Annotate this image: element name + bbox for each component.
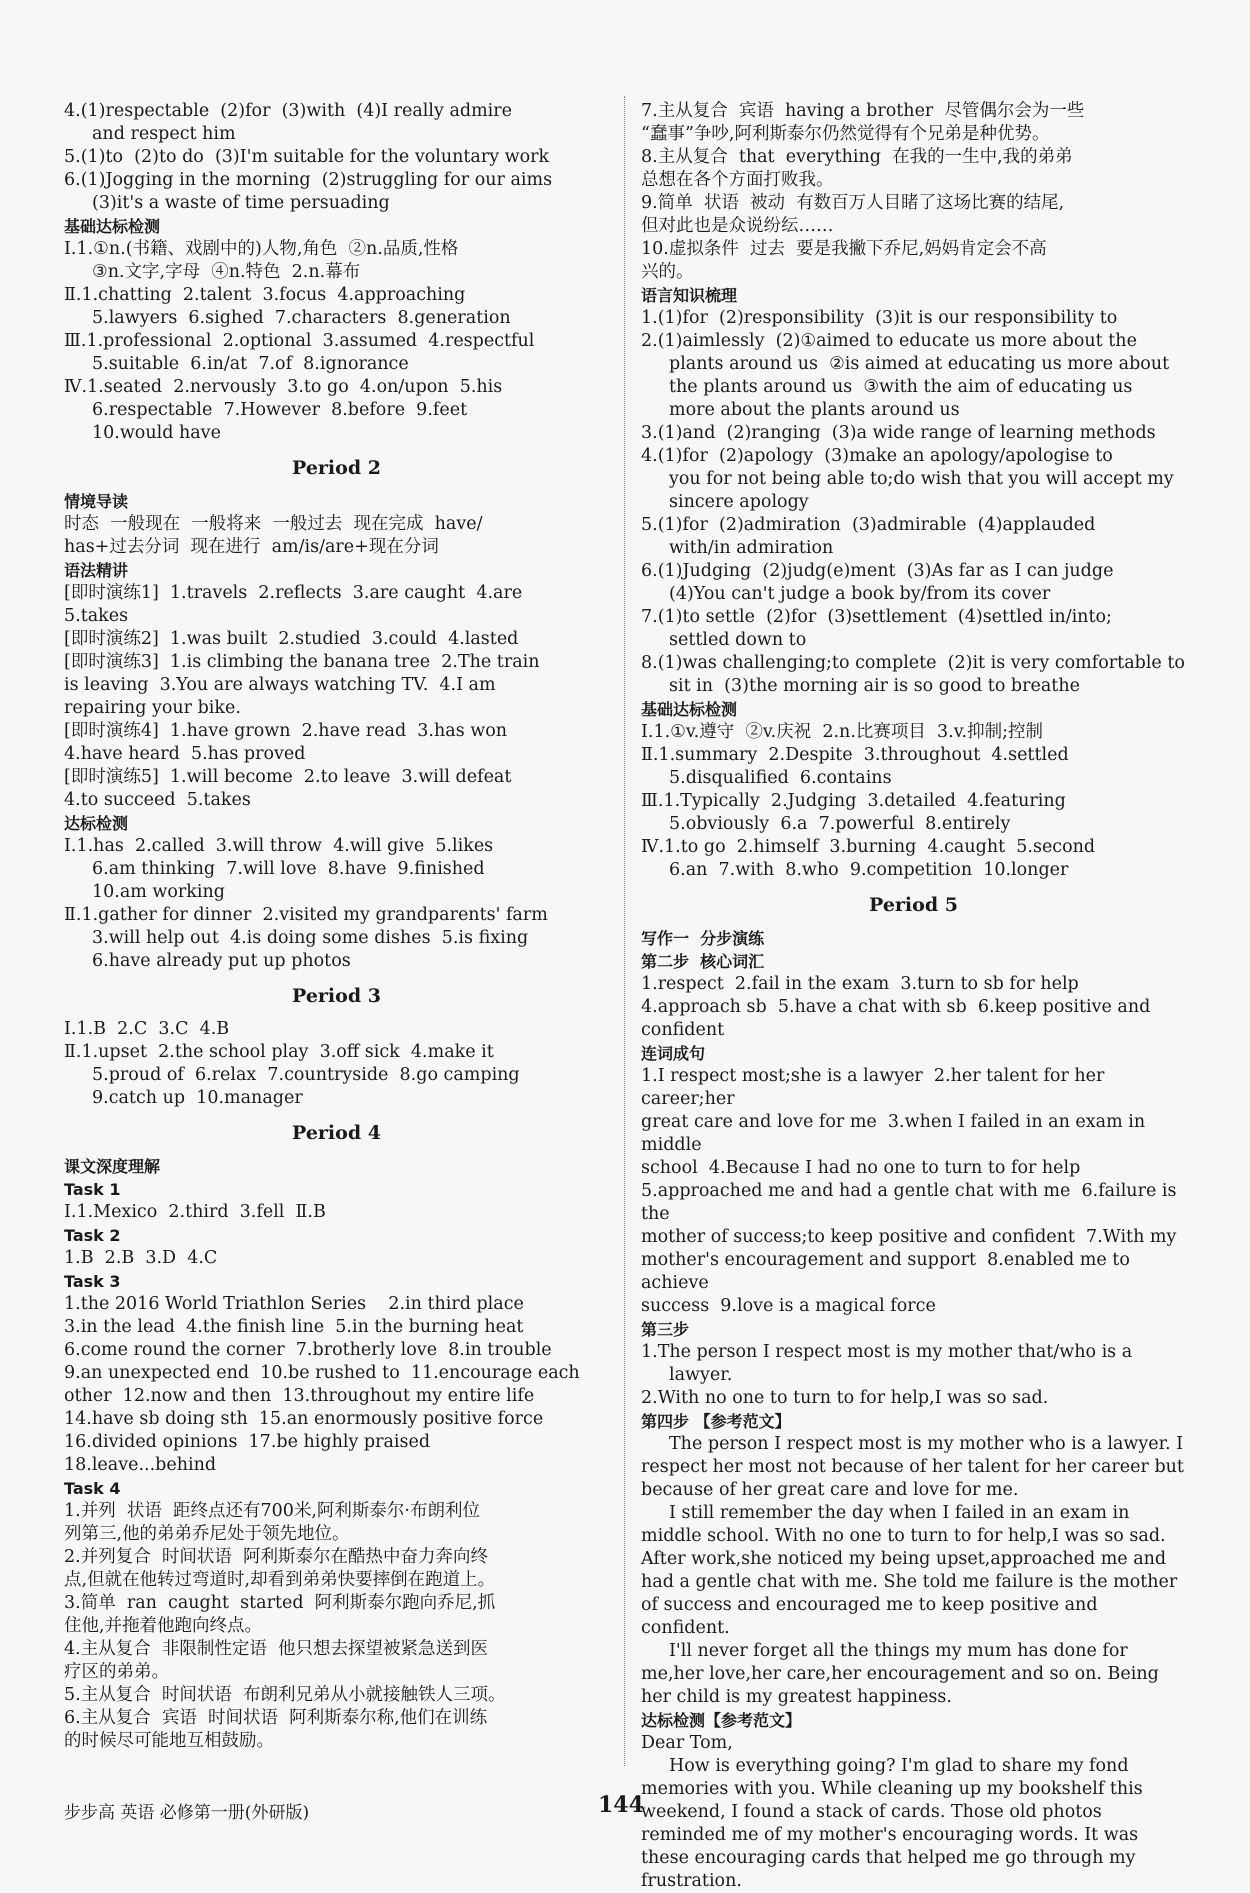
answer-line: has+过去分词 现在进行 am/is/are+现在分词 (64, 537, 439, 557)
answer-line: 3.(1)and (2)ranging (3)a wide range of learning methods (641, 423, 1156, 443)
subsection-heading: Task 4 (64, 1479, 121, 1498)
answer-line: ③n.文字,字母 ④n.特色 2.n.幕布 (92, 262, 361, 282)
subsection-heading: 写作一 分步演练 (641, 929, 765, 948)
answer-line: 2.With no one to turn to for help,I was so sad. (641, 1388, 1049, 1408)
answer-line: 4.have heard 5.has proved (64, 744, 306, 764)
answer-line: is leaving 3.You are always watching TV. 4.I am (64, 675, 496, 695)
answer-line: 3.in the lead 4.the finish line 5.in the burning heat (64, 1317, 524, 1337)
answer-line: 6.an 7.with 8.who 9.competition 10.longer (669, 860, 1069, 880)
answer-line: 总想在各个方面打败我。 (641, 170, 834, 190)
section-heading: Period 4 (292, 1122, 381, 1144)
answer-line: with/in admiration (669, 538, 834, 558)
answer-line: 5.approached me and had a gentle chat with me 6.failure is the (641, 1181, 1183, 1224)
answer-line: 7.主从复合 宾语 having a brother 尽管偶尔会为一些 (641, 101, 1085, 121)
subsection-heading: Task 3 (64, 1272, 121, 1291)
answer-line: school 4.Because I had no one to turn to for help (641, 1158, 1081, 1178)
answer-line: repairing your bike. (64, 698, 241, 718)
answer-line: plants around us ②is aimed at educating us more about (669, 354, 1170, 374)
answer-line: 5.(1)for (2)admiration (3)admirable (4)applauded (641, 515, 1096, 535)
subsection-heading: 情境导读 (64, 492, 129, 511)
answer-line: 7.(1)to settle (2)for (3)settlement (4)settled in/into; (641, 607, 1112, 627)
answer-line: [即时演练4] 1.have grown 2.have read 3.has won (64, 721, 508, 741)
answer-line: How is everything going? I'm glad to share my fond memories with you. While cleaning up my bookshelf this weekend, I found a stack of cards. Those old photos reminded me of my mother's encouraging words. It was these encouraging cards that helped me go through my frustration. (641, 1756, 1149, 1891)
answer-line: 9.简单 状语 被动 有数百万人目睹了这场比赛的结尾, (641, 193, 1065, 213)
answer-line: confident (641, 1020, 725, 1040)
answer-line: 1.并列 状语 距终点还有700米,阿利斯泰尔·布朗利位 (64, 1501, 480, 1521)
answer-line: [即时演练5] 1.will become 2.to leave 3.will defeat (64, 767, 512, 787)
subsection-heading: 语法精讲 (64, 561, 129, 580)
answer-line: 4.approach sb 5.have a chat with sb 6.keep positive and (641, 997, 1151, 1017)
answer-line: 4.(1)respectable (2)for (3)with (4)I really admire (64, 101, 512, 121)
answer-line: Ⅰ.1.①n.(书籍、戏剧中的)人物,角色 ②n.品质,性格 (64, 239, 459, 259)
answer-line: The person I respect most is my mother who is a lawyer. I respect her most not because of her talent for her career but because of her great care and love for me. (641, 1434, 1190, 1500)
answer-line: 8.主从复合 that everything 在我的一生中,我的弟弟 (641, 147, 1073, 167)
section-heading: Period 5 (869, 894, 958, 916)
answer-line: Ⅰ.1.has 2.called 3.will throw 4.will give 5.likes (64, 836, 494, 856)
answer-line: 18.leave...behind (64, 1455, 217, 1475)
answer-line: 点,但就在他转过弯道时,却看到弟弟快要摔倒在跑道上。 (64, 1570, 496, 1590)
answer-line: 5.suitable 6.in/at 7.of 8.ignorance (92, 354, 409, 374)
subsection-heading: 连词成句 (641, 1044, 706, 1063)
page-number: 144 (598, 1792, 644, 1818)
answer-line: 4.(1)for (2)apology (3)make an apology/apologise to (641, 446, 1113, 466)
answer-line: 但对此也是众说纷纭…… (641, 216, 834, 236)
answer-line: 6.respectable 7.However 8.before 9.feet (92, 400, 468, 420)
answer-line: great care and love for me 3.when I failed in an exam in middle (641, 1112, 1151, 1155)
right-column (641, 100, 1190, 1893)
answer-line: Ⅲ.1.professional 2.optional 3.assumed 4.respectful (64, 331, 535, 351)
subsection-heading: Task 1 (64, 1180, 121, 1199)
answer-line: (4)You can't judge a book by/from its cover (669, 584, 1051, 604)
answer-line: [即时演练3] 1.is climbing the banana tree 2.The train (64, 652, 540, 672)
answer-line: 5.proud of 6.relax 7.countryside 8.go camping (92, 1065, 520, 1085)
answer-line: you for not being able to;do wish that you will accept my (669, 469, 1174, 489)
answer-line: 10.am working (92, 882, 225, 902)
answer-line: 1.the 2016 World Triathlon Series 2.in third place (64, 1294, 524, 1314)
answer-line: 兴的。 (641, 262, 694, 282)
answer-line: 4.to succeed 5.takes (64, 790, 251, 810)
answer-line: 5.(1)to (2)to do (3)I'm suitable for the voluntary work (64, 147, 550, 167)
answer-line: 4.主从复合 非限制性定语 他只想去探望被紧急送到医 (64, 1639, 488, 1659)
left-column (64, 100, 609, 1753)
answer-line: 疗区的弟弟。 (64, 1662, 169, 1682)
answer-line: 住他,并拖着他跑向终点。 (64, 1616, 263, 1636)
answer-line: 16.divided opinions 17.be highly praised (64, 1432, 431, 1452)
subsection-heading: 第二步 核心词汇 (641, 952, 765, 971)
answer-line: [即时演练2] 1.was built 2.studied 3.could 4.lasted (64, 629, 519, 649)
answer-line: 5.disqualified 6.contains (669, 768, 892, 788)
answer-line: 9.an unexpected end 10.be rushed to 11.encourage each (64, 1363, 580, 1383)
answer-line: Ⅱ.1.summary 2.Despite 3.throughout 4.settled (641, 745, 1069, 765)
answer-line: Ⅱ.1.gather for dinner 2.visited my grandparents' farm (64, 905, 548, 925)
answer-line: 6.(1)Judging (2)judg(e)ment (3)As far as I can judge (641, 561, 1114, 581)
section-heading: Period 3 (292, 985, 381, 1007)
subsection-heading: Task 2 (64, 1226, 121, 1245)
answer-line: sit in (3)the morning air is so good to breathe (669, 676, 1080, 696)
answer-line: 1.I respect most;she is a lawyer 2.her talent for her career;her (641, 1066, 1110, 1109)
subsection-heading: 语言知识梳理 (641, 286, 738, 305)
answer-line: 1.(1)for (2)responsibility (3)it is our responsibility to (641, 308, 1118, 328)
answer-line: success 9.love is a magical force (641, 1296, 936, 1316)
answer-line: 2.(1)aimlessly (2)①aimed to educate us more about the (641, 331, 1137, 351)
answer-line: Ⅰ.1.B 2.C 3.C 4.B (64, 1019, 230, 1039)
subsection-heading: 基础达标检测 (64, 217, 161, 236)
subsection-heading: 达标检测 (64, 814, 129, 833)
answer-line: I still remember the day when I failed in an exam in middle school. With no one to turn to for help,I was so sad. After work,she noticed my being upset,approached me and had a gentle chat with me. She told me failure is the mother of success and encouraged me to keep positive and confident. (641, 1503, 1183, 1638)
answer-line: 5.lawyers 6.sighed 7.characters 8.generation (92, 308, 511, 328)
answer-line: 5.主从复合 时间状语 布朗利兄弟从小就接触铁人三项。 (64, 1685, 506, 1705)
answer-line: Ⅱ.1.upset 2.the school play 3.off sick 4.make it (64, 1042, 494, 1062)
answer-line: Ⅳ.1.to go 2.himself 3.burning 4.caught 5.second (641, 837, 1096, 857)
answer-line: [即时演练1] 1.travels 2.reflects 3.are caught 4.are (64, 583, 523, 603)
footer-book-title: 步步高 英语 必修第一册(外研版) (64, 1803, 310, 1823)
answer-line: and respect him (92, 124, 236, 144)
answer-line: 10.would have (92, 423, 221, 443)
answer-line: 列第三,他的弟弟乔尼处于领先地位。 (64, 1524, 350, 1544)
answer-line: 6.have already put up photos (92, 951, 351, 971)
answer-line: 2.并列复合 时间状语 阿利斯泰尔在酷热中奋力奔向终 (64, 1547, 488, 1567)
answer-line: settled down to (669, 630, 807, 650)
subsection-heading: 课文深度理解 (64, 1157, 161, 1176)
answer-line: 6.am thinking 7.will love 8.have 9.finished (92, 859, 485, 879)
answer-line: (3)it's a waste of time persuading (92, 193, 390, 213)
subsection-heading: 基础达标检测 (641, 700, 738, 719)
answer-line: 9.catch up 10.manager (92, 1088, 303, 1108)
answer-line: 1.respect 2.fail in the exam 3.turn to sb for help (641, 974, 1079, 994)
answer-line: Ⅰ.1.Mexico 2.third 3.fell Ⅱ.B (64, 1202, 326, 1222)
answer-line: 6.主从复合 宾语 时间状语 阿利斯泰尔称,他们在训练 (64, 1708, 488, 1728)
answer-line: Ⅰ.1.①v.遵守 ②v.庆祝 2.n.比赛项目 3.v.抑制;控制 (641, 722, 1043, 742)
answer-line: Ⅱ.1.chatting 2.talent 3.focus 4.approaching (64, 285, 466, 305)
answer-line: mother's encouragement and support 8.enabled me to achieve (641, 1250, 1136, 1293)
answer-line: 3.简单 ran caught started 阿利斯泰尔跑向乔尼,抓 (64, 1593, 496, 1613)
answer-line: “蠢事”争吵,阿利斯泰尔仍然觉得有个兄弟是种优势。 (641, 124, 1050, 144)
subsection-heading: 第三步 (641, 1320, 690, 1339)
answer-line: 14.have sb doing sth 15.an enormously positive force (64, 1409, 544, 1429)
answer-line: 5.obviously 6.a 7.powerful 8.entirely (669, 814, 1011, 834)
answer-line: Dear Tom, (641, 1733, 733, 1753)
answer-line: Ⅲ.1.Typically 2.Judging 3.detailed 4.featuring (641, 791, 1066, 811)
answer-line: mother of success;to keep positive and confident 7.With my (641, 1227, 1177, 1247)
answer-line: 时态 一般现在 一般将来 一般过去 现在完成 have/ (64, 514, 483, 534)
answer-line: sincere apology (669, 492, 809, 512)
answer-line: 5.takes (64, 606, 129, 626)
answer-line: 的时候尽可能地互相鼓励。 (64, 1731, 274, 1751)
answer-line: 3.will help out 4.is doing some dishes 5.is fixing (92, 928, 529, 948)
column-divider (624, 96, 625, 1766)
answer-line: 1.The person I respect most is my mother that/who is a (641, 1342, 1133, 1362)
section-heading: Period 2 (292, 457, 381, 479)
subsection-heading: 第四步 【参考范文】 (641, 1412, 791, 1431)
answer-line: 10.虚拟条件 过去 要是我撇下乔尼,妈妈肯定会不高 (641, 239, 1047, 259)
answer-line: 1.B 2.B 3.D 4.C (64, 1248, 218, 1268)
answer-line: 8.(1)was challenging;to complete (2)it is very comfortable to (641, 653, 1185, 673)
answer-line: 6.(1)Jogging in the morning (2)struggling for our aims (64, 170, 553, 190)
answer-line: more about the plants around us (669, 400, 960, 420)
answer-line: I'll never forget all the things my mum has done for me,her love,her care,her encouragement and so on. Being her child is my greatest happiness. (641, 1641, 1165, 1707)
answer-line: Ⅳ.1.seated 2.nervously 3.to go 4.on/upon 5.his (64, 377, 503, 397)
answer-line: other 12.now and then 13.throughout my entire life (64, 1386, 535, 1406)
answer-line: lawyer. (669, 1365, 733, 1385)
subsection-heading: 达标检测【参考范文】 (641, 1711, 802, 1730)
answer-line: the plants around us ③with the aim of educating us (669, 377, 1133, 397)
answer-line: 6.come round the corner 7.brotherly love 8.in trouble (64, 1340, 552, 1360)
